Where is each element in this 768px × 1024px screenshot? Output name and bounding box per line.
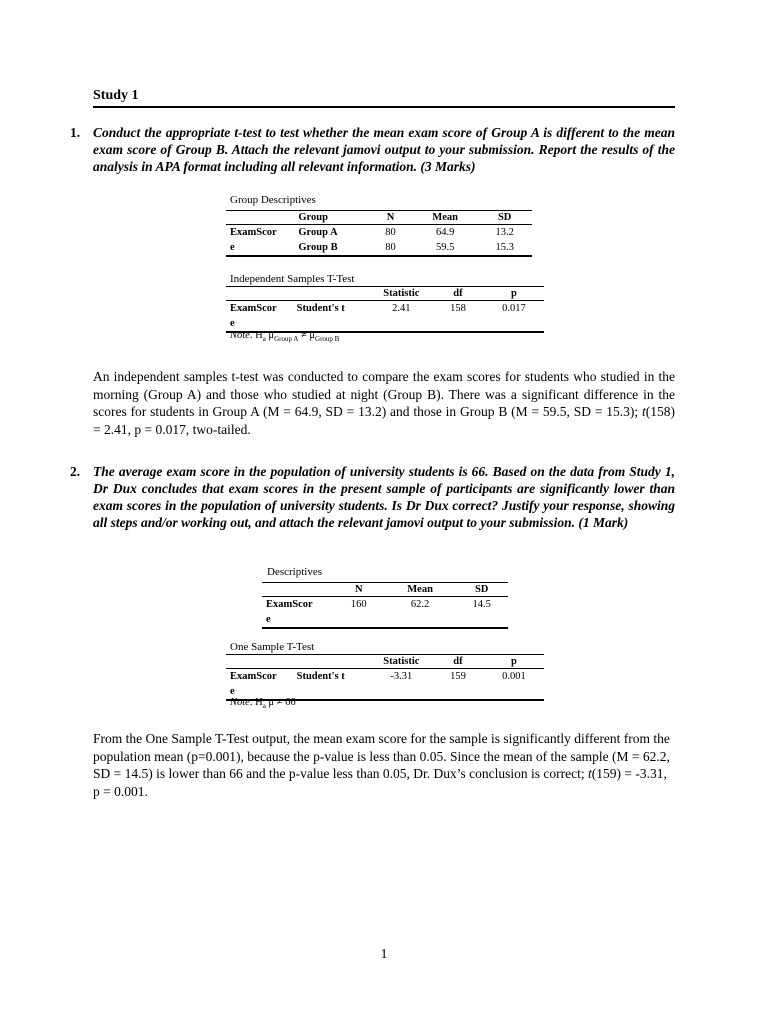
col-header [262,583,333,597]
cell: 15.3 [477,240,532,256]
col-header: SD [477,211,532,225]
cell: e [226,240,294,256]
col-header: df [432,655,484,669]
group-descriptives-title: Group Descriptives [230,194,316,206]
cell: ExamScor e [262,597,333,629]
table-row [226,301,544,333]
question-1 [70,124,675,175]
cell: 13.2 [495,227,514,238]
cell: -3.31 [371,669,432,701]
cell: Group A [298,227,338,238]
independent-ttest-title: Independent Samples T-Test [230,273,355,285]
col-header: Statistic [371,287,432,301]
descriptives-title: Descriptives [267,566,322,578]
col-header: p [484,655,544,669]
col-header: Statistic [371,655,432,669]
col-header: Mean [413,211,477,225]
cell: ExamScor e [226,669,293,701]
col-header [293,287,371,301]
cell: ExamScor [230,227,277,238]
question-1-text: Conduct the appropriate t-test to test whether the mean exam score of Group A is different to the mean exam score of Group B. Attach the relevant jamovi output to your submission. Report the results of the analysis in APA format including all relevant information. (3 Marks) [93,125,675,174]
one-sample-ttest-table [226,654,544,701]
question-2-text: The average exam score in the population of university students is 66. Based on the data from Study 1, Dr Dux concludes that exam scores in the present sample of participants are significantly lower than exam scores in the population of university students. Is Dr Dux correct? Justify your response, showing all steps and/or working out, and attach the relevant jamovi output to your submission. (1 Mark) [93,464,675,530]
cell: 159 [432,669,484,701]
cell: 62.2 [385,597,455,629]
question-2-number: 2. [70,464,81,479]
question-2 [70,463,675,531]
col-header [226,655,293,669]
one-sample-ttest-note: Note. $H_a$ μ ≠ 66 [230,697,296,711]
cell: 14.5 [455,597,508,629]
question-1-number: 1. [70,125,81,140]
study-heading: Study 1 [93,88,675,108]
col-header [293,655,371,669]
answer-2-paragraph: From the One Sample T-Test output, the mean exam score for the sample is significantly different from the population mean (p=0.001), because the p-value is less than 0.05. Since the mean of the sample (M = 62.2, SD = 14.5) is lower than 66 and the p-value less than 0.05, Dr. Dux’s conclusion is correct; t(159) = -3.31, p = 0.001. [93,731,670,799]
cell: 80 [368,240,413,256]
answer-1-paragraph: An independent samples t-test was conducted to compare the exam scores for students who studied in the morning (Group A) and those who studied at night (Group B). There was a significant difference in the scores for students in Group A (M = 64.9, SD = 13.2) and those in Group B (M = 59.5, SD = 15.3); t(158) = 2.41, p = 0.017, two-tailed. [93,369,675,437]
cell: 2.41 [371,301,432,333]
descriptives-table [262,582,508,629]
cell: Student's t [293,669,371,701]
cell: 0.001 [484,669,544,701]
cell: 59.5 [413,240,477,256]
cell: Group B [294,240,368,256]
col-header: SD [455,583,508,597]
cell: 158 [432,301,484,333]
col-header [226,211,294,225]
col-header: p [484,287,544,301]
cell: 64.9 [435,227,455,238]
independent-ttest-table [226,286,544,333]
cell: 80 [385,227,396,238]
col-header: N [368,211,413,225]
cell: ExamScor e [226,301,293,333]
table-row [226,669,544,701]
table-row [262,597,508,629]
group-descriptives-table [226,210,532,257]
independent-ttest-note: Note. $H_a$ $\mu_{Group A} \ne \mu_{Group B}$ [230,330,340,344]
cell: 160 [333,597,385,629]
cell: 0.017 [484,301,544,333]
col-header: N [333,583,385,597]
page-number: 1 [380,947,388,962]
cell: Student's t [293,301,371,333]
col-header: Group [294,211,368,225]
table-row [226,240,532,256]
col-header [226,287,293,301]
col-header: Mean [385,583,455,597]
one-sample-ttest-title: One Sample T-Test [230,641,315,653]
col-header: df [432,287,484,301]
table-row [226,225,532,241]
